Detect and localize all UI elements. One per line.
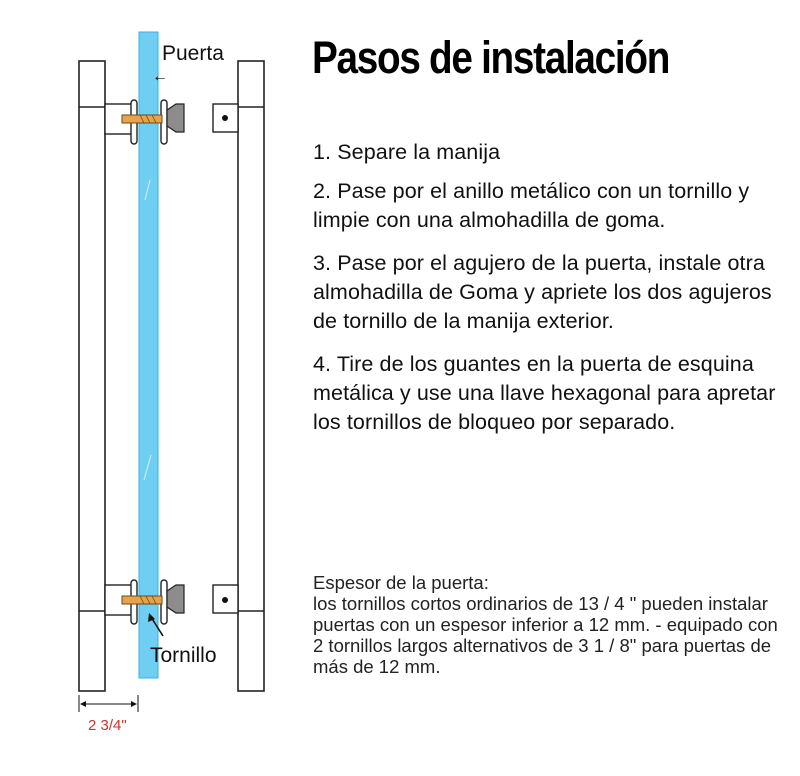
bottom-mount-assembly [105, 580, 238, 624]
right-handle-bar [238, 61, 264, 691]
note-body: los tornillos cortos ordinarios de 13 / 4 " pueden instalar puertas con un espesor inferior a 12 mm. - equipado con 2 tornillos largos alternativos de 3 1 / 8" para puertas de más de 12 mm. [313, 593, 778, 677]
left-handle-bar [79, 61, 105, 691]
screw-hole-icon [222, 597, 228, 603]
screw-hole-icon [222, 115, 228, 121]
door-label: Puerta [162, 42, 224, 65]
note-heading: Espesor de la puerta: [313, 572, 489, 593]
stopper-icon [167, 104, 184, 132]
top-mount-assembly [105, 100, 238, 144]
step-4: 4. Tire de los guantes en la puerta de esquina metálica y use una llave hexagonal para apretar los tornillos de bloqueo por separado. [313, 352, 776, 434]
screw-label: Tornillo [150, 644, 217, 667]
installation-steps [313, 138, 783, 451]
door-arrow-icon: ← [152, 68, 168, 85]
stopper-icon [167, 585, 184, 613]
page-title: Pasos de instalación [312, 32, 670, 83]
thickness-note [313, 572, 783, 677]
step-2: 2. Pase por el anillo metálico con un tornillo y limpie con una almohadilla de goma. [313, 179, 750, 232]
dimension-label: 2 3/4" [88, 717, 127, 734]
door-glass [139, 32, 158, 678]
step-1: 1. Separe la manija [313, 140, 501, 164]
installation-diagram [0, 0, 300, 776]
step-3: 3. Pase por el agujero de la puerta, instale otra almohadilla de Goma y apriete los dos agujeros de tornillo de la manija exterior. [313, 251, 772, 333]
